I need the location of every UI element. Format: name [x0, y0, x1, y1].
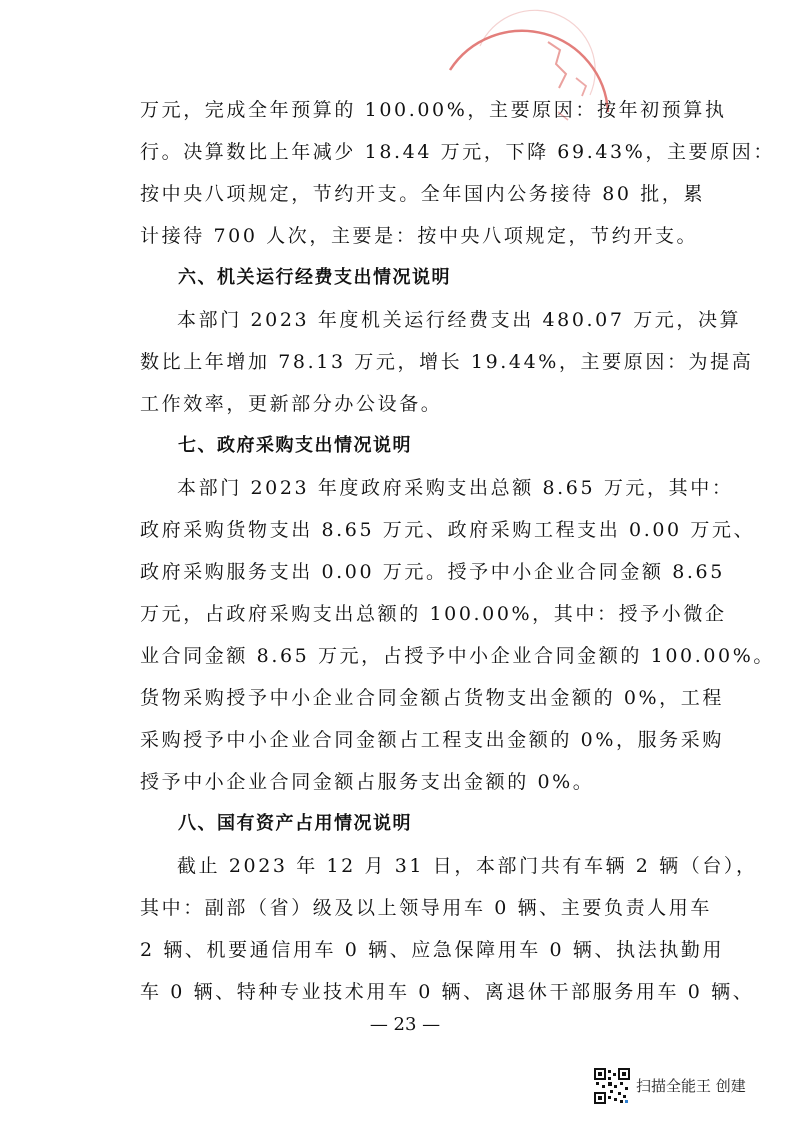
- text-line: 数比上年增加 78.13 万元，增长 19.44%，主要原因：为提高: [140, 351, 754, 373]
- text-line: 行。决算数比上年减少 18.44 万元，下降 69.43%，主要原因：: [140, 141, 775, 163]
- text-line: 万元，占政府采购支出总额的 100.00%，其中：授予小微企: [140, 603, 727, 625]
- text-line: 车 0 辆、特种专业技术用车 0 辆、离退休干部服务用车 0 辆、: [140, 981, 755, 1003]
- text-line: 万元，完成全年预算的 100.00%，主要原因：按年初预算执: [140, 99, 727, 121]
- section-heading-7: 七、政府采购支出情况说明: [178, 435, 412, 456]
- text-line: 政府采购货物支出 8.65 万元、政府采购工程支出 0.00 万元、: [140, 519, 756, 541]
- text-line: 按中央八项规定，节约开支。全年国内公务接待 80 批，累: [140, 183, 706, 205]
- text-line: 货物采购授予中小企业合同金额占货物支出金额的 0%，工程: [140, 687, 724, 709]
- section-heading-6: 六、机关运行经费支出情况说明: [178, 267, 451, 288]
- text-line: 授予中小企业合同金额占服务支出金额的 0%。: [140, 771, 595, 793]
- text-line: 采购授予中小企业合同金额占工程支出金额的 0%，服务采购: [140, 729, 724, 751]
- text-line: 其中：副部（省）级及以上领导用车 0 辆、主要负责人用车: [140, 897, 712, 919]
- text-line: 业合同金额 8.65 万元，占授予中小企业合同金额的 100.00%。: [140, 645, 775, 667]
- scanner-watermark: [594, 1068, 784, 1110]
- text-line: 本部门 2023 年度机关运行经费支出 480.07 万元，决算: [177, 309, 742, 331]
- text-line: 2 辆、机要通信用车 0 辆、应急保障用车 0 辆、执法执勤用: [140, 939, 725, 961]
- text-line: 计接待 700 人次，主要是：按中央八项规定，节约开支。: [140, 225, 699, 247]
- qr-code-icon: [594, 1068, 630, 1104]
- text-line: 本部门 2023 年度政府采购支出总额 8.65 万元，其中：: [177, 477, 734, 499]
- page-number: — 23 —: [369, 1014, 441, 1035]
- text-line: 截止 2023 年 12 月 31 日，本部门共有车辆 2 辆（台），: [177, 855, 758, 877]
- section-heading-8: 八、国有资产占用情况说明: [178, 813, 412, 834]
- text-line: 政府采购服务支出 0.00 万元。授予中小企业合同金额 8.65: [140, 561, 725, 583]
- watermark-text: 扫描全能王 创建: [636, 1077, 746, 1095]
- text-line: 工作效率，更新部分办公设备。: [140, 393, 443, 415]
